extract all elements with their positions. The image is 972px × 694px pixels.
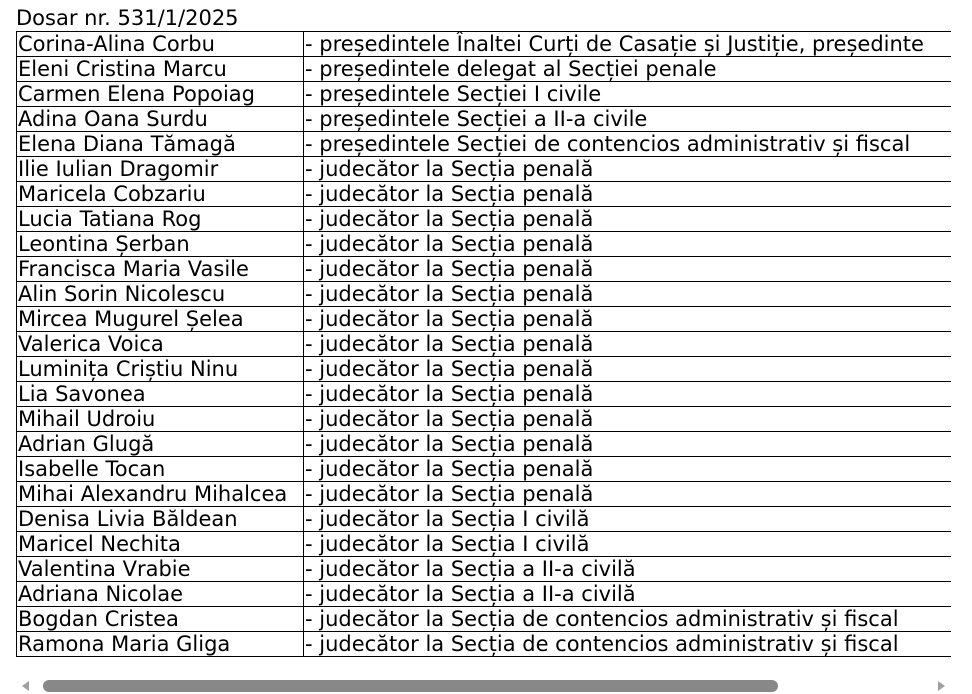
table-row [17, 32, 952, 57]
table-row [17, 582, 952, 607]
judge-name-cell: Bogdan Cristea [17, 607, 304, 632]
table-row [17, 357, 952, 382]
judge-role-cell: - judecător la Secția penală [304, 457, 952, 482]
table-row [17, 57, 952, 82]
table-viewport [16, 31, 951, 676]
judge-name-cell: Luminița Criștiu Ninu [17, 357, 304, 382]
table-row [17, 282, 952, 307]
judge-role-cell: - judecător la Secția penală [304, 407, 952, 432]
judge-name-cell: Eleni Cristina Marcu [17, 57, 304, 82]
table-row [17, 407, 952, 432]
table-row [17, 257, 952, 282]
judge-role-cell: - președintele Secției I civile [304, 82, 952, 107]
table-row [17, 382, 952, 407]
judge-name-cell: Isabelle Tocan [17, 457, 304, 482]
judge-role-cell: - judecător la Secția penală [304, 232, 952, 257]
judge-role-cell: - judecător la Secția penală [304, 257, 952, 282]
table-row [17, 207, 952, 232]
table-row [17, 82, 952, 107]
horizontal-scrollbar[interactable] [16, 677, 951, 694]
judge-name-cell: Valentina Vrabie [17, 557, 304, 582]
page-title: Dosar nr. 531/1/2025 [16, 6, 239, 30]
judge-role-cell: - judecător la Secția de contencios administrativ și fiscal [304, 632, 952, 657]
judge-name-cell: Mihai Alexandru Mihalcea [17, 482, 304, 507]
judge-role-cell: - președintele Secției de contencios administrativ și fiscal [304, 132, 952, 157]
table-row [17, 482, 952, 507]
table-row [17, 607, 952, 632]
judge-name-cell: Carmen Elena Popoiag [17, 82, 304, 107]
judge-name-cell: Ramona Maria Gliga [17, 632, 304, 657]
judge-name-cell: Lia Savonea [17, 382, 304, 407]
table-row [17, 632, 952, 657]
judge-name-cell: Mircea Mugurel Șelea [17, 307, 304, 332]
scroll-left-arrow-icon[interactable] [19, 679, 31, 692]
judge-name-cell: Valerica Voica [17, 332, 304, 357]
judges-table [16, 31, 951, 657]
judge-role-cell: - judecător la Secția penală [304, 282, 952, 307]
judge-name-cell: Ilie Iulian Dragomir [17, 157, 304, 182]
judge-role-cell: - judecător la Secția I civilă [304, 507, 952, 532]
judge-name-cell: Mihail Udroiu [17, 407, 304, 432]
judge-name-cell: Leontina Șerban [17, 232, 304, 257]
table-row [17, 532, 952, 557]
triangle-right-icon [937, 680, 947, 692]
judge-role-cell: - judecător la Secția penală [304, 382, 952, 407]
table-row [17, 182, 952, 207]
judge-role-cell: - președintele delegat al Secției penale [304, 57, 952, 82]
table-row [17, 457, 952, 482]
judge-role-cell: - judecător la Secția a II-a civilă [304, 582, 952, 607]
judge-role-cell: - judecător la Secția penală [304, 432, 952, 457]
table-row [17, 132, 952, 157]
table-row [17, 332, 952, 357]
judge-role-cell: - judecător la Secția I civilă [304, 532, 952, 557]
judge-role-cell: - judecător la Secția penală [304, 207, 952, 232]
scroll-right-arrow-icon[interactable] [936, 679, 948, 692]
judges-table-body [17, 32, 952, 657]
table-row [17, 507, 952, 532]
judge-name-cell: Francisca Maria Vasile [17, 257, 304, 282]
judge-role-cell: - judecător la Secția penală [304, 157, 952, 182]
table-row [17, 232, 952, 257]
table-row [17, 432, 952, 457]
judge-name-cell: Maricel Nechita [17, 532, 304, 557]
judge-role-cell: - judecător la Secția penală [304, 332, 952, 357]
judge-name-cell: Lucia Tatiana Rog [17, 207, 304, 232]
table-row [17, 557, 952, 582]
judge-name-cell: Corina-Alina Corbu [17, 32, 304, 57]
judge-role-cell: - judecător la Secția penală [304, 307, 952, 332]
judge-name-cell: Adina Oana Surdu [17, 107, 304, 132]
judge-name-cell: Maricela Cobzariu [17, 182, 304, 207]
judge-name-cell: Elena Diana Tămagă [17, 132, 304, 157]
judge-role-cell: - judecător la Secția a II-a civilă [304, 557, 952, 582]
triangle-left-icon [20, 680, 30, 692]
judge-name-cell: Adriana Nicolae [17, 582, 304, 607]
table-row [17, 307, 952, 332]
table-row [17, 157, 952, 182]
judge-role-cell: - președintele Secției a II-a civile [304, 107, 952, 132]
judge-role-cell: - judecător la Secția penală [304, 482, 952, 507]
table-row [17, 107, 952, 132]
judge-name-cell: Denisa Livia Băldean [17, 507, 304, 532]
judge-role-cell: - judecător la Secția penală [304, 182, 952, 207]
judge-name-cell: Alin Sorin Nicolescu [17, 282, 304, 307]
judge-role-cell: - președintele Înaltei Curți de Casație și Justiție, președinte [304, 32, 952, 57]
scrollbar-thumb[interactable] [43, 680, 778, 692]
judge-role-cell: - judecător la Secția de contencios administrativ și fiscal [304, 607, 952, 632]
judge-name-cell: Adrian Glugă [17, 432, 304, 457]
judge-role-cell: - judecător la Secția penală [304, 357, 952, 382]
